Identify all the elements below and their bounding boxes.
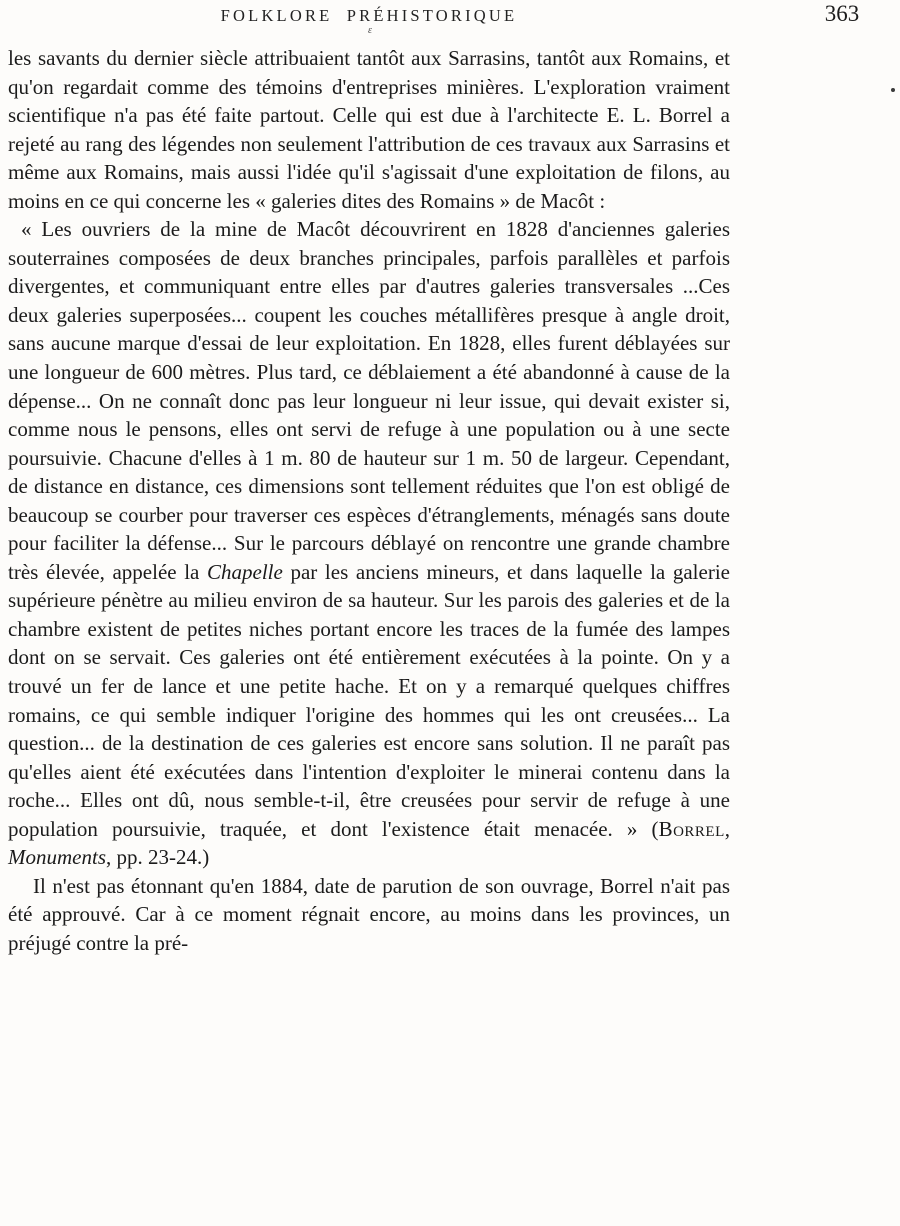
text-run: les savants du dernier siècle attribuaient tantôt aux Sarrasins, tantôt aux Romains, et qu'on regardait comme des témoins d'entreprises minières. L'exploration vraiment scientifique n'a pas été faite partout. Celle qui est due à l'architecte E. L. Borrel a rejeté au rang des légendes non seulement l'attribution de ces travaux aux Sarrasins et même aux Romains, mais aussi l'idée qu'il s'agissait d'une exploitation de filons, au moins en ce qui concerne les « galeries dites des Romains » de Macôt : xyxy=(8,46,730,213)
author-smallcaps-run: Borrel xyxy=(658,816,725,841)
paragraph-quote xyxy=(8,215,730,872)
book-title-italic-run: Monuments xyxy=(8,845,106,870)
paragraph-continuation xyxy=(8,44,730,215)
page-number: 363 xyxy=(824,1,860,26)
text-run: Il n'est pas étonnant qu'en 1884, date de parution de son ouvrage, Borrel n'ait pas été approuvé. Car à ce moment régnait encore, au moins dans les provinces, un préjugé contre la pré- xyxy=(8,873,730,955)
text-block xyxy=(8,44,730,958)
running-title: FOLKLORE PRÉHISTORIQUE xyxy=(220,6,518,25)
italic-run-chapelle: Chapelle xyxy=(207,559,283,584)
text-run: , pp. 23-24.) xyxy=(106,845,210,870)
text-run: « Les ouvriers de la mine de Macôt découvrirent en 1828 d'anciennes galeries souterraines composées de deux branches principales, parfois parallèles et parfois divergentes, et communiquant entre elles par d'autres galeries transversales ...Ces deux galeries superposées... coupent les couches métallifères presque à angle droit, sans aucune marque d'essai de leur exploitation. En 1828, elles furent déblayées sur une longueur de 600 mètres. Plus tard, ce déblaiement a été abandonné à cause de la dépense... On ne connaît donc pas leur longueur ni leur issue, qui devait exister si, comme nous le pensons, elles ont servi de refuge à une population ou à une secte poursuivie. Chacune d'elles à 1 m. 80 de hauteur sur 1 m. 50 de largeur. Cependant, de distance en distance, ces dimensions sont tellement réduites que l'on est obligé de beaucoup se courber pour traverser ces espèces d'étranglements, ménagés sans doute pour faciliter la défense... Sur le parcours déblayé on rencontre une grande chambre très élevée, appelée la xyxy=(8,217,730,584)
text-run: par les anciens mineurs, et dans laquelle la galerie supérieure pénètre au milieu environ de sa hauteur. Sur les parois des galeries et de la chambre existent de petites niches portant encore les traces de la fumée des lampes dont on se servait. Ces galeries ont été entièrement exécutées à la pointe. On y a trouvé un fer de lance et une petite hache. Et on y a remarqué quelques chiffres romains, ce qui semble indiquer l'origine des hommes qui les ont creusées... La question... de la destination de ces galeries est encore sans solution. Il ne paraît pas qu'elles aient été exécutées dans l'intention d'exploiter le minerai contenu dans la roche... Elles ont dû, nous semble-t-il, être creusées pour servir de refuge à une population poursuivie, traquée, et dont l'existence était menacée. » ( xyxy=(8,559,730,841)
paragraph-new xyxy=(8,872,730,958)
printer-mark: ε xyxy=(368,25,372,36)
text-run: , xyxy=(724,816,730,841)
scan-artifact-dot xyxy=(891,88,895,92)
